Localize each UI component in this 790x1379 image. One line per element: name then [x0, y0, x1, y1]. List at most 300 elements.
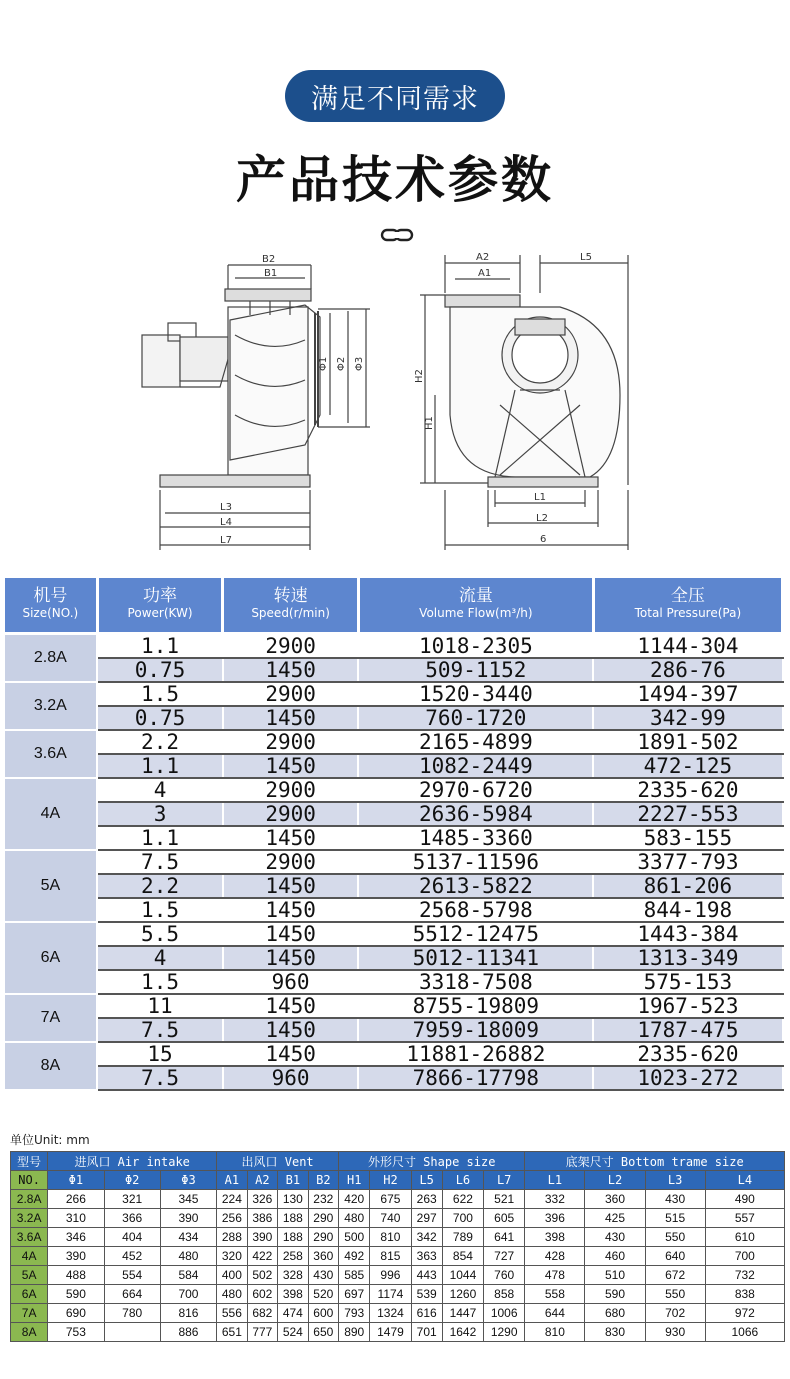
table-row: [4, 994, 783, 1018]
dimension-cell: 360: [308, 1247, 338, 1266]
table-row: [4, 970, 783, 994]
dimension-cell: 600: [308, 1304, 338, 1323]
dimension-cell: 702: [645, 1304, 705, 1323]
sub-header-cell: Φ3: [160, 1171, 216, 1190]
table-row: [4, 1018, 783, 1042]
dimension-cell: 793: [339, 1304, 370, 1323]
dim-label-L3: L3: [220, 502, 232, 513]
dimension-cell: 524: [278, 1323, 308, 1342]
dimension-cell: 996: [370, 1266, 411, 1285]
sub-header-cell: L2: [585, 1171, 645, 1190]
dimension-cell: 1447: [442, 1304, 483, 1323]
power-cell: 0.75: [97, 706, 223, 730]
dimension-cell: 672: [645, 1266, 705, 1285]
table-row: [4, 946, 783, 970]
table-row: [4, 658, 783, 682]
pressure-cell: 3377-793: [593, 850, 782, 874]
dimension-cell: 732: [705, 1266, 784, 1285]
dimension-cell: 664: [104, 1285, 160, 1304]
table-row: [4, 874, 783, 898]
sub-header-cell: Φ2: [104, 1171, 160, 1190]
power-cell: 11: [97, 994, 223, 1018]
dimension-cell: 346: [48, 1228, 104, 1247]
speed-cell: 1450: [223, 1018, 359, 1042]
fan-drawings: [120, 245, 660, 555]
sub-header-cell: B1: [278, 1171, 308, 1190]
dimension-cell: 430: [585, 1228, 645, 1247]
speed-cell: 960: [223, 970, 359, 994]
dimension-cell: 682: [247, 1304, 277, 1323]
dimension-cell: 390: [160, 1209, 216, 1228]
dim-label-L6: 6: [540, 534, 547, 545]
dimension-cell: 740: [370, 1209, 411, 1228]
dimension-cell: 297: [411, 1209, 442, 1228]
speed-cell: 1450: [223, 946, 359, 970]
dimension-cell: 590: [48, 1285, 104, 1304]
dimension-cell: 616: [411, 1304, 442, 1323]
table-row: [4, 802, 783, 826]
sub-header-cell: H1: [339, 1171, 370, 1190]
dimension-cell: 310: [48, 1209, 104, 1228]
pressure-cell: 861-206: [593, 874, 782, 898]
dimension-cell: 1324: [370, 1304, 411, 1323]
flow-cell: 8755-19809: [358, 994, 593, 1018]
model-cell: 8A: [11, 1323, 48, 1342]
flow-cell: 1018-2305: [358, 634, 593, 659]
dimension-cell: 390: [48, 1247, 104, 1266]
section-badge: 满足不同需求: [285, 70, 505, 122]
flow-cell: 760-1720: [358, 706, 593, 730]
dim-label-D1: Φ1: [318, 356, 329, 371]
dimension-cell: 480: [160, 1247, 216, 1266]
group-header-cell: 外形尺寸 Shape size: [339, 1152, 525, 1171]
dimension-cell: 425: [585, 1209, 645, 1228]
size-cell: 4A: [4, 778, 98, 850]
power-cell: 2.2: [97, 730, 223, 754]
dimension-cell: 188: [278, 1228, 308, 1247]
flow-cell: 1520-3440: [358, 682, 593, 706]
dimension-cell: 474: [278, 1304, 308, 1323]
sub-header-cell: NO.: [11, 1171, 48, 1190]
dimension-table-body: [11, 1152, 785, 1342]
dim-label-H2: H2: [414, 369, 425, 383]
dimension-cell: 430: [645, 1190, 705, 1209]
dimension-cell: 232: [308, 1190, 338, 1209]
speed-cell: 1450: [223, 1042, 359, 1066]
dimension-cell: 290: [308, 1209, 338, 1228]
dimension-cell: 550: [645, 1285, 705, 1304]
dimension-cell: 789: [442, 1228, 483, 1247]
dimension-cell: 1006: [484, 1304, 525, 1323]
size-cell: 8A: [4, 1042, 98, 1090]
pressure-cell: 1494-397: [593, 682, 782, 706]
dim-label-H1: H1: [424, 416, 435, 430]
dimension-cell: 651: [217, 1323, 247, 1342]
dimension-cell: 434: [160, 1228, 216, 1247]
dimension-cell: 488: [48, 1266, 104, 1285]
dimension-cell: 404: [104, 1228, 160, 1247]
header-power: 功率 Power(KW): [97, 577, 223, 634]
dim-label-B2: B2: [262, 254, 276, 265]
speed-cell: 2900: [223, 634, 359, 659]
speed-cell: 1450: [223, 994, 359, 1018]
speed-cell: 2900: [223, 730, 359, 754]
dimension-cell: 500: [339, 1228, 370, 1247]
dimension-cell: 390: [247, 1228, 277, 1247]
power-cell: 7.5: [97, 1066, 223, 1090]
dimension-cell: 422: [247, 1247, 277, 1266]
dimension-cell: 288: [217, 1228, 247, 1247]
flow-cell: 5512-12475: [358, 922, 593, 946]
performance-table: [2, 575, 784, 1091]
flow-cell: 3318-7508: [358, 970, 593, 994]
dimension-cell: 290: [308, 1228, 338, 1247]
dimension-cell: 321: [104, 1190, 160, 1209]
power-cell: 1.1: [97, 826, 223, 850]
dimension-cell: 700: [442, 1209, 483, 1228]
dimension-cell: 443: [411, 1266, 442, 1285]
dimension-cell: 1044: [442, 1266, 483, 1285]
pressure-cell: 2227-553: [593, 802, 782, 826]
flow-cell: 2970-6720: [358, 778, 593, 802]
model-cell: 3.6A: [11, 1228, 48, 1247]
side-view-drawing: [142, 265, 370, 550]
table-row: [4, 778, 783, 802]
sub-header-cell: H2: [370, 1171, 411, 1190]
speed-cell: 1450: [223, 874, 359, 898]
dimension-cell: 590: [585, 1285, 645, 1304]
dimension-cell: 360: [585, 1190, 645, 1209]
dimension-cell: 584: [160, 1266, 216, 1285]
dimension-cell: 858: [484, 1285, 525, 1304]
dimension-cell: 697: [339, 1285, 370, 1304]
dimension-cell: 480: [339, 1209, 370, 1228]
dimension-cell: 490: [705, 1190, 784, 1209]
power-cell: 0.75: [97, 658, 223, 682]
dimension-table: [10, 1151, 785, 1342]
table-row: [11, 1323, 785, 1342]
dimension-cell: 492: [339, 1247, 370, 1266]
dimension-cell: 602: [247, 1285, 277, 1304]
dimension-cell: 585: [339, 1266, 370, 1285]
dimension-cell: 610: [705, 1228, 784, 1247]
dimension-cell: 263: [411, 1190, 442, 1209]
dimension-cell: 398: [278, 1285, 308, 1304]
group-header-cell: 型号: [11, 1152, 48, 1171]
pressure-cell: 2335-620: [593, 1042, 782, 1066]
dimension-cell: 557: [705, 1209, 784, 1228]
dimension-cell: 521: [484, 1190, 525, 1209]
power-cell: 1.5: [97, 898, 223, 922]
dimension-cell: 622: [442, 1190, 483, 1209]
dimension-cell: 641: [484, 1228, 525, 1247]
table-row: [11, 1266, 785, 1285]
group-header-cell: 出风口 Vent: [217, 1152, 339, 1171]
power-cell: 1.1: [97, 754, 223, 778]
dim-label-D2: Φ2: [336, 356, 347, 371]
table-row: [4, 754, 783, 778]
speed-cell: 1450: [223, 898, 359, 922]
size-cell: 7A: [4, 994, 98, 1042]
dimension-cell: 420: [339, 1190, 370, 1209]
dimension-cell: 777: [247, 1323, 277, 1342]
flow-cell: 2613-5822: [358, 874, 593, 898]
flow-cell: 2636-5984: [358, 802, 593, 826]
dimension-cell: 478: [525, 1266, 585, 1285]
header-pressure: 全压 Total Pressure(Pa): [593, 577, 782, 634]
dimension-cell: 224: [217, 1190, 247, 1209]
model-cell: 5A: [11, 1266, 48, 1285]
sub-header-cell: A2: [247, 1171, 277, 1190]
speed-cell: 2900: [223, 802, 359, 826]
pressure-cell: 575-153: [593, 970, 782, 994]
pressure-cell: 844-198: [593, 898, 782, 922]
dimension-cell: 640: [645, 1247, 705, 1266]
sub-header-cell: L6: [442, 1171, 483, 1190]
speed-cell: 1450: [223, 754, 359, 778]
dimension-cell: 188: [278, 1209, 308, 1228]
dimension-cell: 266: [48, 1190, 104, 1209]
table-row: [11, 1228, 785, 1247]
dimension-cell: 680: [585, 1304, 645, 1323]
dimension-cell: 1066: [705, 1323, 784, 1342]
power-cell: 1.1: [97, 634, 223, 659]
performance-table-body: [4, 634, 783, 1091]
dimension-cell: 502: [247, 1266, 277, 1285]
dimension-cell: 460: [585, 1247, 645, 1266]
table-row: [11, 1209, 785, 1228]
speed-cell: 1450: [223, 922, 359, 946]
dimension-cell: 753: [48, 1323, 104, 1342]
dimension-cell: 398: [525, 1228, 585, 1247]
sub-header-cell: L5: [411, 1171, 442, 1190]
pressure-cell: 583-155: [593, 826, 782, 850]
dimension-cell: [104, 1323, 160, 1342]
dimension-cell: 650: [308, 1323, 338, 1342]
sub-header-cell: Φ1: [48, 1171, 104, 1190]
front-view-drawing: [420, 255, 628, 550]
speed-cell: 960: [223, 1066, 359, 1090]
dim-label-B1: B1: [264, 268, 278, 279]
sub-header-cell: L7: [484, 1171, 525, 1190]
pressure-cell: 1313-349: [593, 946, 782, 970]
dimension-group-header: [11, 1152, 785, 1171]
flow-cell: 7866-17798: [358, 1066, 593, 1090]
dimension-cell: 886: [160, 1323, 216, 1342]
pressure-cell: 1891-502: [593, 730, 782, 754]
model-cell: 3.2A: [11, 1209, 48, 1228]
table-row: [4, 850, 783, 874]
dimension-cell: 1174: [370, 1285, 411, 1304]
pressure-cell: 342-99: [593, 706, 782, 730]
sub-header-cell: L3: [645, 1171, 705, 1190]
group-header-cell: 进风口 Air intake: [48, 1152, 217, 1171]
flow-cell: 1082-2449: [358, 754, 593, 778]
model-cell: 2.8A: [11, 1190, 48, 1209]
dim-label-D3: Φ3: [354, 356, 365, 371]
flow-cell: 11881-26882: [358, 1042, 593, 1066]
dimension-cell: 332: [525, 1190, 585, 1209]
dimension-cell: 452: [104, 1247, 160, 1266]
dim-label-L1: L1: [534, 492, 546, 503]
dimension-cell: 515: [645, 1209, 705, 1228]
dimension-cell: 760: [484, 1266, 525, 1285]
table-row: [4, 682, 783, 706]
dimension-cell: 328: [278, 1266, 308, 1285]
dimension-cell: 690: [48, 1304, 104, 1323]
flow-cell: 2165-4899: [358, 730, 593, 754]
dimension-cell: 342: [411, 1228, 442, 1247]
header-flow: 流量 Volume Flow(m³/h): [358, 577, 593, 634]
header-size: 机号 Size(NO.): [4, 577, 98, 634]
flow-cell: 1485-3360: [358, 826, 593, 850]
page-title: 产品技术参数: [236, 151, 554, 209]
speed-cell: 1450: [223, 826, 359, 850]
table-row: [11, 1304, 785, 1323]
dimension-cell: 700: [160, 1285, 216, 1304]
dimension-sub-header: [11, 1171, 785, 1190]
table-row: [4, 634, 783, 659]
dimension-cell: 675: [370, 1190, 411, 1209]
dimension-cell: 550: [645, 1228, 705, 1247]
pressure-cell: 1144-304: [593, 634, 782, 659]
dimension-cell: 701: [411, 1323, 442, 1342]
dimension-cell: 326: [247, 1190, 277, 1209]
dimension-cell: 430: [308, 1266, 338, 1285]
flow-cell: 7959-18009: [358, 1018, 593, 1042]
table-row: [4, 922, 783, 946]
dimension-cell: 1290: [484, 1323, 525, 1342]
power-cell: 1.5: [97, 682, 223, 706]
dimension-cell: 810: [370, 1228, 411, 1247]
dimension-cell: 815: [370, 1247, 411, 1266]
pressure-cell: 472-125: [593, 754, 782, 778]
flow-cell: 5012-11341: [358, 946, 593, 970]
dimension-cell: 556: [217, 1304, 247, 1323]
dimension-cell: 400: [217, 1266, 247, 1285]
table-row: [4, 1066, 783, 1090]
size-cell: 3.6A: [4, 730, 98, 778]
dimension-cell: 810: [525, 1323, 585, 1342]
dimension-cell: 428: [525, 1247, 585, 1266]
link-icon: [380, 226, 414, 244]
dimension-cell: 510: [585, 1266, 645, 1285]
dimension-cell: 520: [308, 1285, 338, 1304]
sub-header-cell: A1: [217, 1171, 247, 1190]
power-cell: 7.5: [97, 850, 223, 874]
dimension-cell: 366: [104, 1209, 160, 1228]
dimension-cell: 727: [484, 1247, 525, 1266]
pressure-cell: 2335-620: [593, 778, 782, 802]
model-cell: 7A: [11, 1304, 48, 1323]
dimension-cell: 838: [705, 1285, 784, 1304]
power-cell: 3: [97, 802, 223, 826]
group-header-cell: 底架尺寸 Bottom trame size: [525, 1152, 785, 1171]
power-cell: 7.5: [97, 1018, 223, 1042]
dimension-cell: 930: [645, 1323, 705, 1342]
table-row: [4, 706, 783, 730]
speed-cell: 1450: [223, 658, 359, 682]
dimension-cell: 320: [217, 1247, 247, 1266]
dimension-cell: 700: [705, 1247, 784, 1266]
power-cell: 2.2: [97, 874, 223, 898]
table-row: [4, 1042, 783, 1066]
dimension-cell: 830: [585, 1323, 645, 1342]
model-cell: 4A: [11, 1247, 48, 1266]
speed-cell: 2900: [223, 778, 359, 802]
power-cell: 15: [97, 1042, 223, 1066]
dimension-cell: 396: [525, 1209, 585, 1228]
sub-header-cell: B2: [308, 1171, 338, 1190]
speed-cell: 2900: [223, 682, 359, 706]
dim-label-L7: L7: [220, 535, 232, 546]
pressure-cell: 286-76: [593, 658, 782, 682]
model-cell: 6A: [11, 1285, 48, 1304]
size-cell: 6A: [4, 922, 98, 994]
table-row: [4, 826, 783, 850]
pressure-cell: 1023-272: [593, 1066, 782, 1090]
performance-table-header: [4, 577, 783, 634]
unit-label: 单位Unit: mm: [10, 1133, 90, 1147]
pressure-cell: 1787-475: [593, 1018, 782, 1042]
size-cell: 5A: [4, 850, 98, 922]
flow-cell: 2568-5798: [358, 898, 593, 922]
table-row: [4, 730, 783, 754]
dimension-cell: 1479: [370, 1323, 411, 1342]
dimension-cell: 890: [339, 1323, 370, 1342]
dimension-cell: 554: [104, 1266, 160, 1285]
dimension-cell: 345: [160, 1190, 216, 1209]
dim-label-L2: L2: [536, 513, 548, 524]
table-row: [11, 1247, 785, 1266]
dim-label-L4: L4: [220, 517, 232, 528]
table-row: [11, 1190, 785, 1209]
dimension-cell: 258: [278, 1247, 308, 1266]
size-cell: 2.8A: [4, 634, 98, 683]
flow-cell: 509-1152: [358, 658, 593, 682]
dimension-cell: 972: [705, 1304, 784, 1323]
power-cell: 4: [97, 778, 223, 802]
dim-label-A1: A1: [478, 268, 492, 279]
dimension-cell: 256: [217, 1209, 247, 1228]
size-cell: 3.2A: [4, 682, 98, 730]
sub-header-cell: L4: [705, 1171, 784, 1190]
pressure-cell: 1443-384: [593, 922, 782, 946]
table-row: [11, 1285, 785, 1304]
speed-cell: 2900: [223, 850, 359, 874]
dimension-cell: 1642: [442, 1323, 483, 1342]
speed-cell: 1450: [223, 706, 359, 730]
dimension-cell: 644: [525, 1304, 585, 1323]
pressure-cell: 1967-523: [593, 994, 782, 1018]
header-speed: 转速 Speed(r/min): [223, 577, 359, 634]
dimension-cell: 363: [411, 1247, 442, 1266]
table-row: [4, 898, 783, 922]
flow-cell: 5137-11596: [358, 850, 593, 874]
dimension-cell: 816: [160, 1304, 216, 1323]
dimension-cell: 1260: [442, 1285, 483, 1304]
dimension-cell: 539: [411, 1285, 442, 1304]
dimension-cell: 780: [104, 1304, 160, 1323]
dimension-cell: 386: [247, 1209, 277, 1228]
dimension-cell: 130: [278, 1190, 308, 1209]
dimension-cell: 480: [217, 1285, 247, 1304]
dimension-cell: 558: [525, 1285, 585, 1304]
dim-label-A2: A2: [476, 252, 490, 263]
dim-label-L5: L5: [580, 252, 592, 263]
dimension-cell: 854: [442, 1247, 483, 1266]
power-cell: 4: [97, 946, 223, 970]
